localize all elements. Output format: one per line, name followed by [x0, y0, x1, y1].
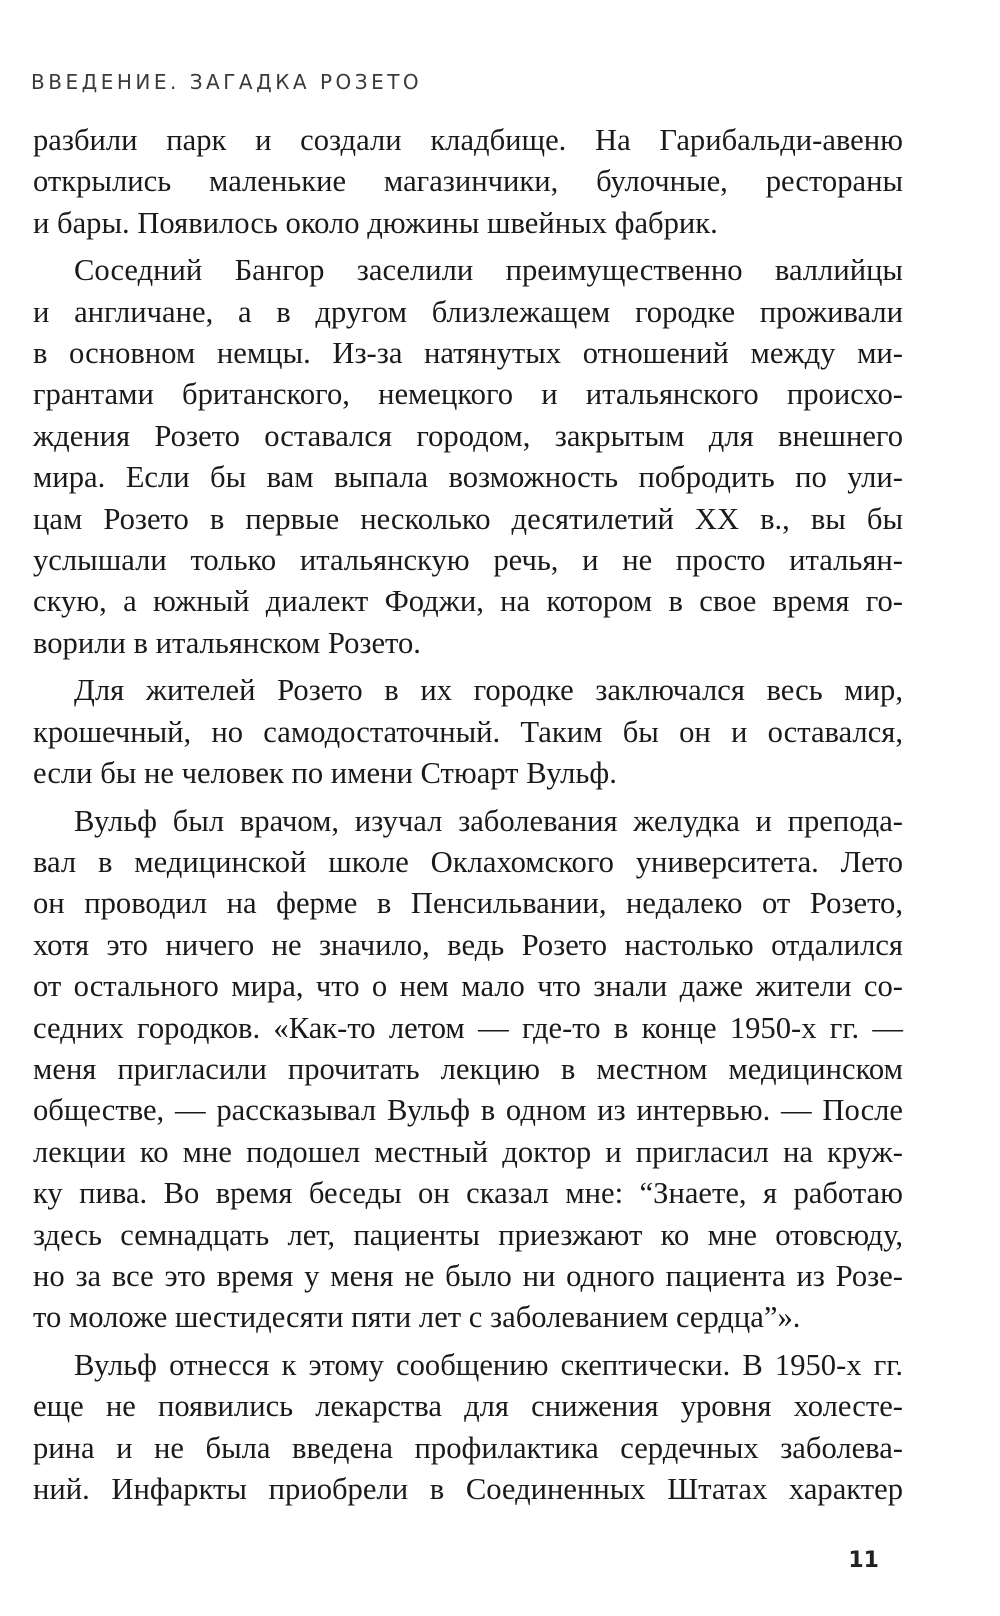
text-line: если бы не человек по имени Стюарт Вульф. [33, 756, 617, 791]
text-line: в основном немцы. Из-за натянутых отношений между ми- [33, 336, 903, 371]
text-line: ний. Инфаркты приобрели в Соединенных Штатах характер [33, 1472, 903, 1506]
text-line: разбили парк и создали кладбище. На Гарибальди-авеню [33, 123, 903, 157]
page-number: 11 [848, 1548, 879, 1573]
text-line: еще не появились лекарства для снижения уровня холесте- [33, 1389, 903, 1424]
text-line: то моложе шестидесяти пяти лет с заболеванием сердца”». [33, 1300, 801, 1335]
text-line: цам Розето в первые несколько десятилетий XX в., вы бы [33, 501, 903, 536]
running-title: ВВЕДЕНИЕ. ЗАГАДКА РОЗЕТО [31, 70, 423, 94]
text-line: обществе, — рассказывал Вульф в одном из интервью. — После [33, 1093, 903, 1128]
text-line: здесь семнадцать лет, пациенты приезжают ко мне отовсюду, [33, 1217, 903, 1252]
text-line: Вульф был врачом, изучал заболевания желудка и препода- [74, 803, 903, 838]
text-line: Соседний Бангор заселили преимущественно валлийцы [74, 253, 903, 288]
text-line: грантами британского, немецкого и итальянского происхо- [33, 377, 903, 412]
text-line: вал в медицинской школе Оклахомского университета. Лето [33, 844, 903, 879]
text-line: ворили в итальянском Розето. [33, 625, 421, 660]
text-line: Для жителей Розето в их городке заключался весь мир, [74, 673, 903, 708]
text-line: но за все это время у меня не было ни одного пациента из Розе- [33, 1258, 903, 1293]
text-line: хотя это ничего не значило, ведь Розето настолько отдалился [33, 927, 903, 962]
text-line: седних городков. «Как-то летом — где-то в конце 1950-х гг. — [33, 1010, 903, 1045]
text-line: ку пива. Во время беседы он сказал мне: “Знаете, я работаю [33, 1176, 903, 1211]
text-line: он проводил на ферме в Пенсильвании, недалеко от Розето, [33, 886, 903, 921]
text-line: скую, а южный диалект Фоджи, на котором в свое время го- [33, 584, 903, 619]
text-line: открылись маленькие магазинчики, булочные, рестораны [33, 164, 903, 199]
text-line: Вульф отнесся к этому сообщению скептически. В 1950-х гг. [74, 1347, 903, 1382]
body-text [33, 120, 903, 1510]
text-line: крошечный, но самодостаточный. Таким бы он и оставался, [33, 714, 903, 749]
text-line: услышали только итальянскую речь, и не просто итальян- [33, 543, 903, 578]
text-line: мира. Если бы вам выпала возможность побродить по ули- [33, 460, 903, 495]
text-line: ждения Розето оставался городом, закрытым для внешнего [33, 418, 903, 453]
text-line: и англичане, а в другом близлежащем городке проживали [33, 294, 903, 329]
text-line: рина и не была введена профилактика сердечных заболева- [33, 1430, 903, 1465]
text-line: лекции ко мне подошел местный доктор и пригласил на круж- [33, 1134, 903, 1169]
text-line: меня пригласили прочитать лекцию в местном медицинском [33, 1051, 903, 1086]
text-line: от остального мира, что о нем мало что знали даже жители со- [33, 969, 903, 1004]
text-line: и бары. Появилось около дюжины швейных фабрик. [33, 205, 718, 240]
